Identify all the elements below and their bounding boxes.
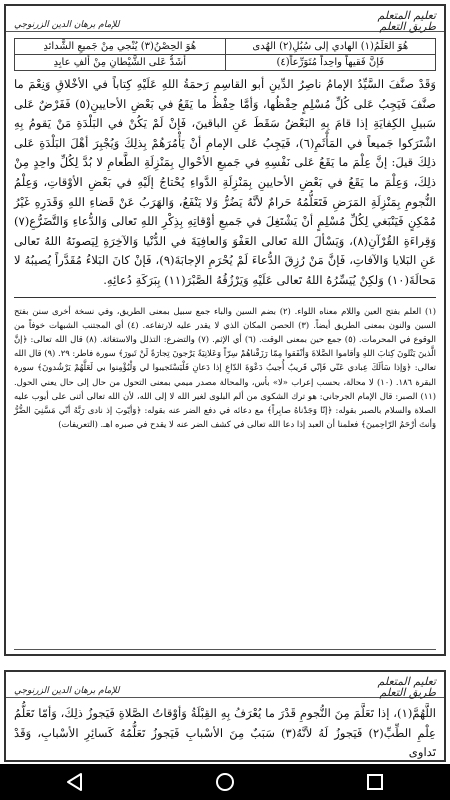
- poem-row: [15, 55, 435, 70]
- page-footer-line: [14, 649, 436, 652]
- logo-line-2: طريق التعلم: [379, 20, 436, 33]
- back-icon: [66, 772, 84, 792]
- back-button[interactable]: [57, 767, 93, 797]
- book-page: [4, 4, 446, 656]
- main-paragraph: وَقَدْ صنَّفَ السَّيِّدُ الإمامُ ناصِرُ الدِّينِ أبو القاسِمِ رَحمَةُ اللهِ عَلَيْهِ كِتاباً في الأخْلاقِ وَنِعْمَ ما صنَّفَ فَيَجِبُ عَلى كُلِّ مُسْلِمٍ حِفْظُها، وَأمَّا حِفْظُ ما يَقَعُ في بَعْضِ الأحايينِ(٥) فَفَرْضٌ عَلى سَبيلِ الكِفايَةِ إذا قامَ بِهِ البَعْضُ سَقَطَ عَنِ الباقينَ، فَإنْ لَمْ يَكُنْ في البَلْدَةِ مَنْ يَقومُ بِهِ اشْتَرَكوا جَميعاً في المَأْثَمِ(٦)، فَيَجِبُ عَلى الإمامِ أنْ يَأْمُرَهُمْ بِذلِكَ وَيُجْبِرَ أهْلَ البَلْدَةِ عَلى ذلِكَ قيلَ: إنَّ عِلْمَ ما يَقَعُ عَلى نَفْسِهِ في جَميعِ الأحْوالِ بِمَنْزِلَةِ الطَّعامِ لا بُدَّ لِكُلِّ واحِدٍ مِنْ ذلِكَ، وَعِلْمَ ما يَقَعُ في بَعْضِ الأحايينِ بِمَنْزِلَةِ الدَّواءِ يُحْتاجُ إلَيْهِ في بَعْضِ الأوْقاتِ، وَعِلْمُ النُّجومِ بِمَنْزِلَةِ المَرَضِ فَتَعَلُّمُهُ حَرامٌ لأنَّهُ يَضُرُّ وَلا يَنْفَعُ، وَالهَرَبُ عَنْ قَضاءِ اللهِ وَقَدَرِهِ غَيْرُ مُمْكِنٍ فَيَنْبَغي لِكُلِّ مُسْلِمٍ أنْ يَشْتَغِلَ في جَميعِ أوْقاتِهِ بِذِكْرِ اللهِ تَعالى وَالدُّعاءِ وَالتَّضَرُّعِ(٧) وَقِراءَةِ القُرْآنِ(٨)، وَيَسْألَ اللهَ تَعالى العَفْوَ وَالعافِيَةَ في الدُّنْيا وَالآخِرَةِ لِيَصونَهُ اللهُ تَعالى عَنِ البَلايا وَالآفاتِ، فَإنَّ مَنْ رُزِقَ الدُّعاءَ لَمْ يُحْرَمِ الإجابَةَ(٩)، فَإنْ كانَ البَلاءُ مُقَدَّراً يُصيبُهُ لا مَحالَةَ(١٠) وَلكِنْ يُيَسِّرُهُ اللهُ تَعالى عَلَيْهِ وَيَرْزُقُهُ الصَّبْرَ(١١) بِبَرَكَةِ دُعائِهِ.: [14, 77, 437, 287]
- page-header: [6, 6, 444, 32]
- main-paragraph: اللَّهُمَّ(١)، إذا تَعَلَّمَ مِنَ النُّجومِ قَدْرَ ما يُعْرَفُ بِهِ القِبْلَةُ وَأوْقاتُ الصَّلاةِ فَيَجوزُ ذلِكَ، وَأمّا تَعَلُّمُ عِلْمِ الطِّبِّ(٢) فَيَجوزُ لَهُ لأنَّهُ(٣) سَبَبٌ مِنَ الأسْبابِ فَيَجوزُ تَعَلُّمُهُ كَسائِرِ الأسْبابِ، وَقَدْ تَداوى: [14, 706, 436, 760]
- poem-hemistich: فَإنَّ فَقيهاً واحِداً مُتَوَرِّعاً(٤): [276, 57, 385, 68]
- book-page-next: [4, 670, 446, 762]
- author-label: للإمام برهان الدين الزرنوجي: [14, 20, 120, 30]
- logo-line-2: طريق التعلم: [379, 686, 436, 699]
- recents-button[interactable]: [357, 767, 393, 797]
- page-header: [6, 672, 444, 698]
- poem-row: [15, 39, 435, 55]
- poem-table: [14, 38, 436, 71]
- home-icon: [215, 772, 235, 792]
- recents-icon: [366, 773, 384, 791]
- logo-line-1: تعليم المتعلم: [377, 9, 436, 22]
- footnote-divider: [14, 297, 436, 298]
- footnotes: (١) العلم بفتح العين واللام معناه اللواء. (٢) بضم السين والباء جمع سبيل بمعنى الطريق، وفي نسخة أخرى سنن بفتح السين والنون بمعنى الطريق أيضاً. (٣) الحصن المكان الذي لا يقدر عليه لارتفاعه. (٤) أي المجتنب الشبهات خوفاً من الوقوع في المحرمات. (٥) جمع حين بمعنى الوقت. (٦) أي الإثم. (٧) والتضرع: التذلل والاستغاثة. (٨) قال الله تعالى: ﴿إنَّ الَّذينَ يَتْلونَ كِتابَ اللهِ وَأقاموا الصَّلاةَ وَأنْفَقوا مِمّا رَزَقْناهُمْ سِرّاً وَعَلانِيَةً يَرْجونَ تِجارَةً لَنْ تَبورَ﴾ سورة فاطر: ٢٩. (٩) قال الله تعالى: ﴿وَإذا سَألَكَ عِبادي عَنّي فَإنّي قَريبٌ أُجيبُ دَعْوَةَ الدّاعِ إذا دَعانِ فَلْيَسْتَجيبوا لي وَلْيُؤْمِنوا بي لَعَلَّهُمْ يَرْشُدونَ﴾ سورة البقرة ١٨٦. (١٠) لا محالة، بحسب إعراب «لا» بأس، والمحالة مصدر ميمي بمعنى التحول من حال إلى حال يعني الحول. (١١) الصبر: قال الإمام الجرجاني: هو ترك الشكوى من ألم البلوى لغير الله لا إلى الله، لأن الله تعالى أثنى على أيوب عليه الصلاة والسلام بالصبر بقوله: ﴿إنّا وَجَدْناهُ صابِراً﴾ مع دعائه في دفع الضر عنه بقوله: ﴿وَأيّوبَ إذ نادى رَبَّهُ أنّي مَسَّنِيَ الضُّرُّ وَأنتَ أرْحَمُ الرّاحِمينَ﴾ فعلمنا أن العبد إذا دعا الله تعالى في كشف الضر عنه لا يقدح في صبره اهـ. (التعريفات): [14, 305, 437, 430]
- author-label: للإمام برهان الدين الزرنوجي: [14, 686, 120, 696]
- navigation-bar: [0, 764, 450, 800]
- book-logo: [377, 10, 436, 32]
- home-button[interactable]: [207, 767, 243, 797]
- book-logo: [377, 676, 436, 698]
- poem-hemistich: هُوَ الحِصْنُ(٣) يُنْجي مِنْ جَميعِ الشَّدائدِ: [15, 39, 226, 54]
- logo-line-1: تعليم المتعلم: [377, 675, 436, 688]
- poem-hemistich: هُوَ العَلَمُ(١) الهادي إلى سُبُلِ(٢) الهُدى: [252, 41, 409, 52]
- poem-hemistich: أشَدُّ عَلى الشَّيْطانِ مِنْ ألفِ عابِدِ: [15, 55, 226, 70]
